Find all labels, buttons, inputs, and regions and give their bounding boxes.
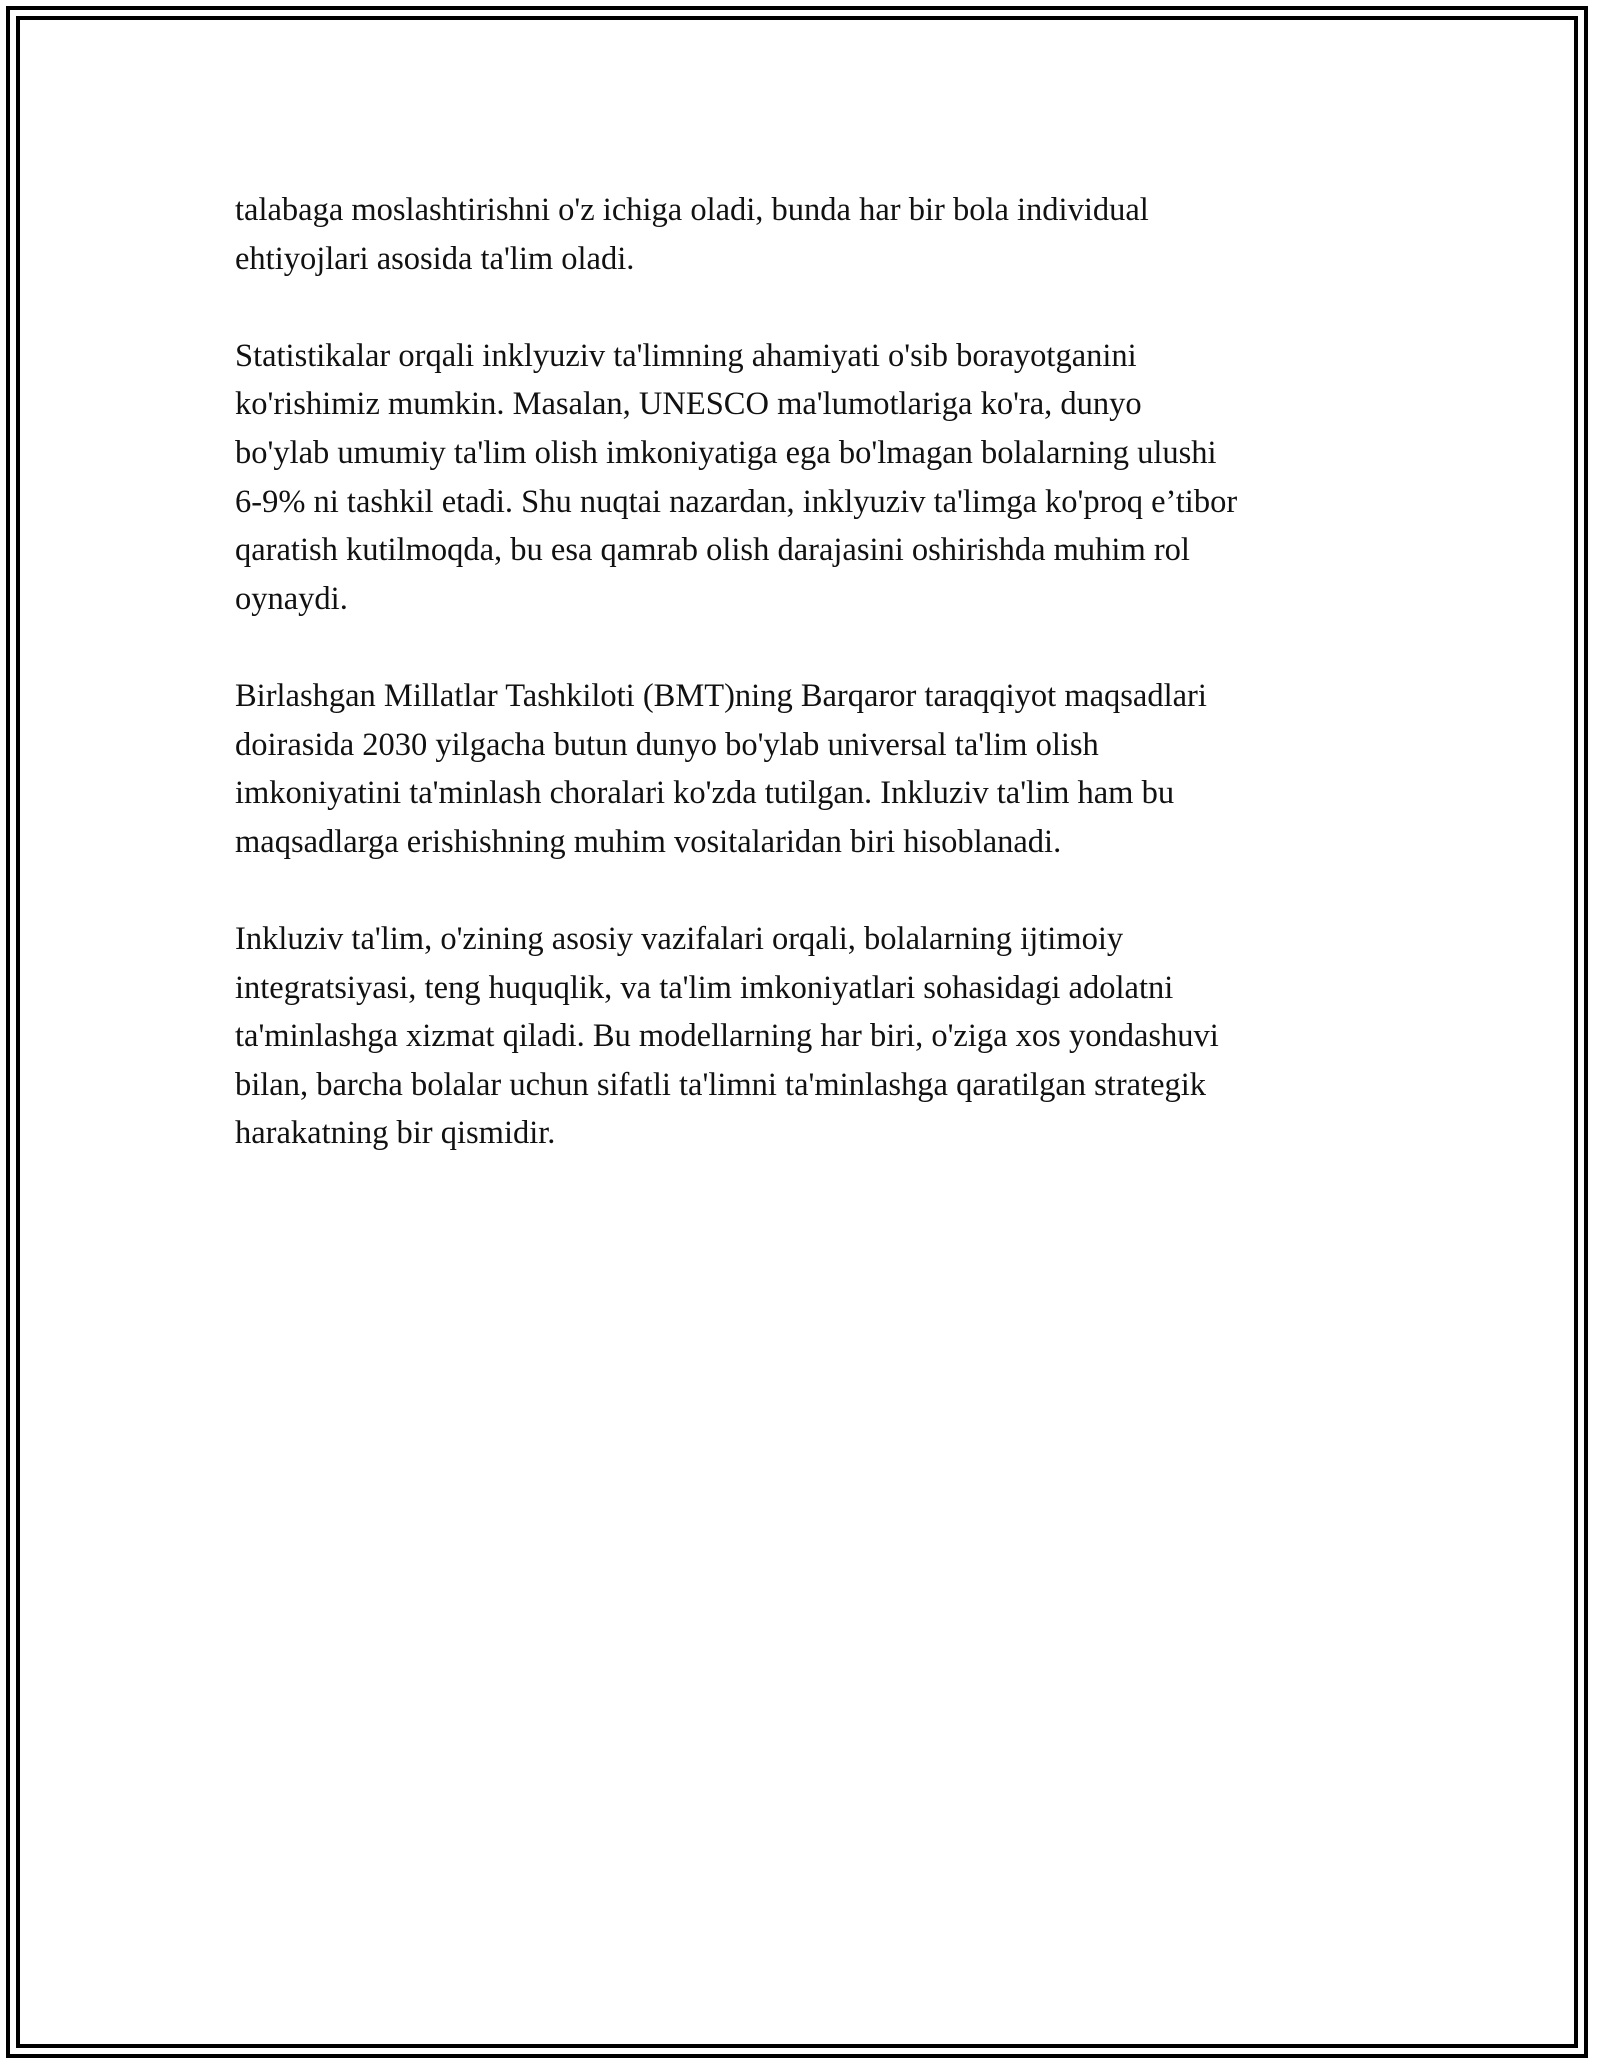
- text-line: ta'minlashga xizmat qiladi. Bu modellarning har biri, o'ziga xos yondashuvi: [235, 1018, 1219, 1055]
- paragraph-3: [235, 672, 1375, 866]
- text-line: Birlashgan Millatlar Tashkiloti (BMT)ning Barqaror taraqqiyot maqsadlari: [235, 677, 1207, 714]
- text-line: bo'ylab umumiy ta'lim olish imkoniyatiga ega bo'lmagan bolalarning ulushi: [235, 434, 1217, 471]
- text-line: Statistikalar orqali inklyuziv ta'limning ahamiyati o'sib borayotganini: [235, 337, 1137, 374]
- text-line: bilan, barcha bolalar uchun sifatli ta'limni ta'minlashga qaratilgan strategik: [235, 1066, 1207, 1103]
- paragraph-2: [235, 332, 1375, 624]
- paragraph-1: [235, 186, 1375, 283]
- text-line: ko'rishimiz mumkin. Masalan, UNESCO ma'lumotlariga ko'ra, dunyo: [235, 386, 1142, 423]
- text-line: qaratish kutilmoqda, bu esa qamrab olish darajasini oshirishda muhim rol: [235, 532, 1190, 569]
- text-line: ehtiyojlari asosida ta'lim oladi.: [235, 240, 635, 277]
- text-line: talabaga moslashtirishni o'z ichiga oladi, bunda har bir bola individual: [235, 192, 1149, 228]
- document-body: [235, 186, 1375, 1206]
- text-line: imkoniyatini ta'minlash choralari ko'zda tutilgan. Inkluziv ta'lim ham bu: [235, 775, 1175, 812]
- text-line: Inkluziv ta'lim, o'zining asosiy vazifalari orqali, bolalarning ijtimoiy: [235, 920, 1124, 957]
- text-line: oynaydi.: [235, 580, 348, 617]
- text-line: doirasida 2030 yilgacha butun dunyo bo'ylab universal ta'lim olish: [235, 726, 1099, 763]
- text-line: integratsiyasi, teng huquqlik, va ta'lim imkoniyatlari sohasidagi adolatni: [235, 969, 1174, 1006]
- text-line: maqsadlarga erishishning muhim vositalaridan biri hisoblanadi.: [235, 823, 1062, 860]
- text-line: 6-9% ni tashkil etadi. Shu nuqtai nazardan, inklyuziv ta'limga ko'proq e’tibor: [235, 483, 1238, 520]
- text-line: harakatning bir qismidir.: [235, 1115, 556, 1152]
- paragraph-4: [235, 915, 1375, 1158]
